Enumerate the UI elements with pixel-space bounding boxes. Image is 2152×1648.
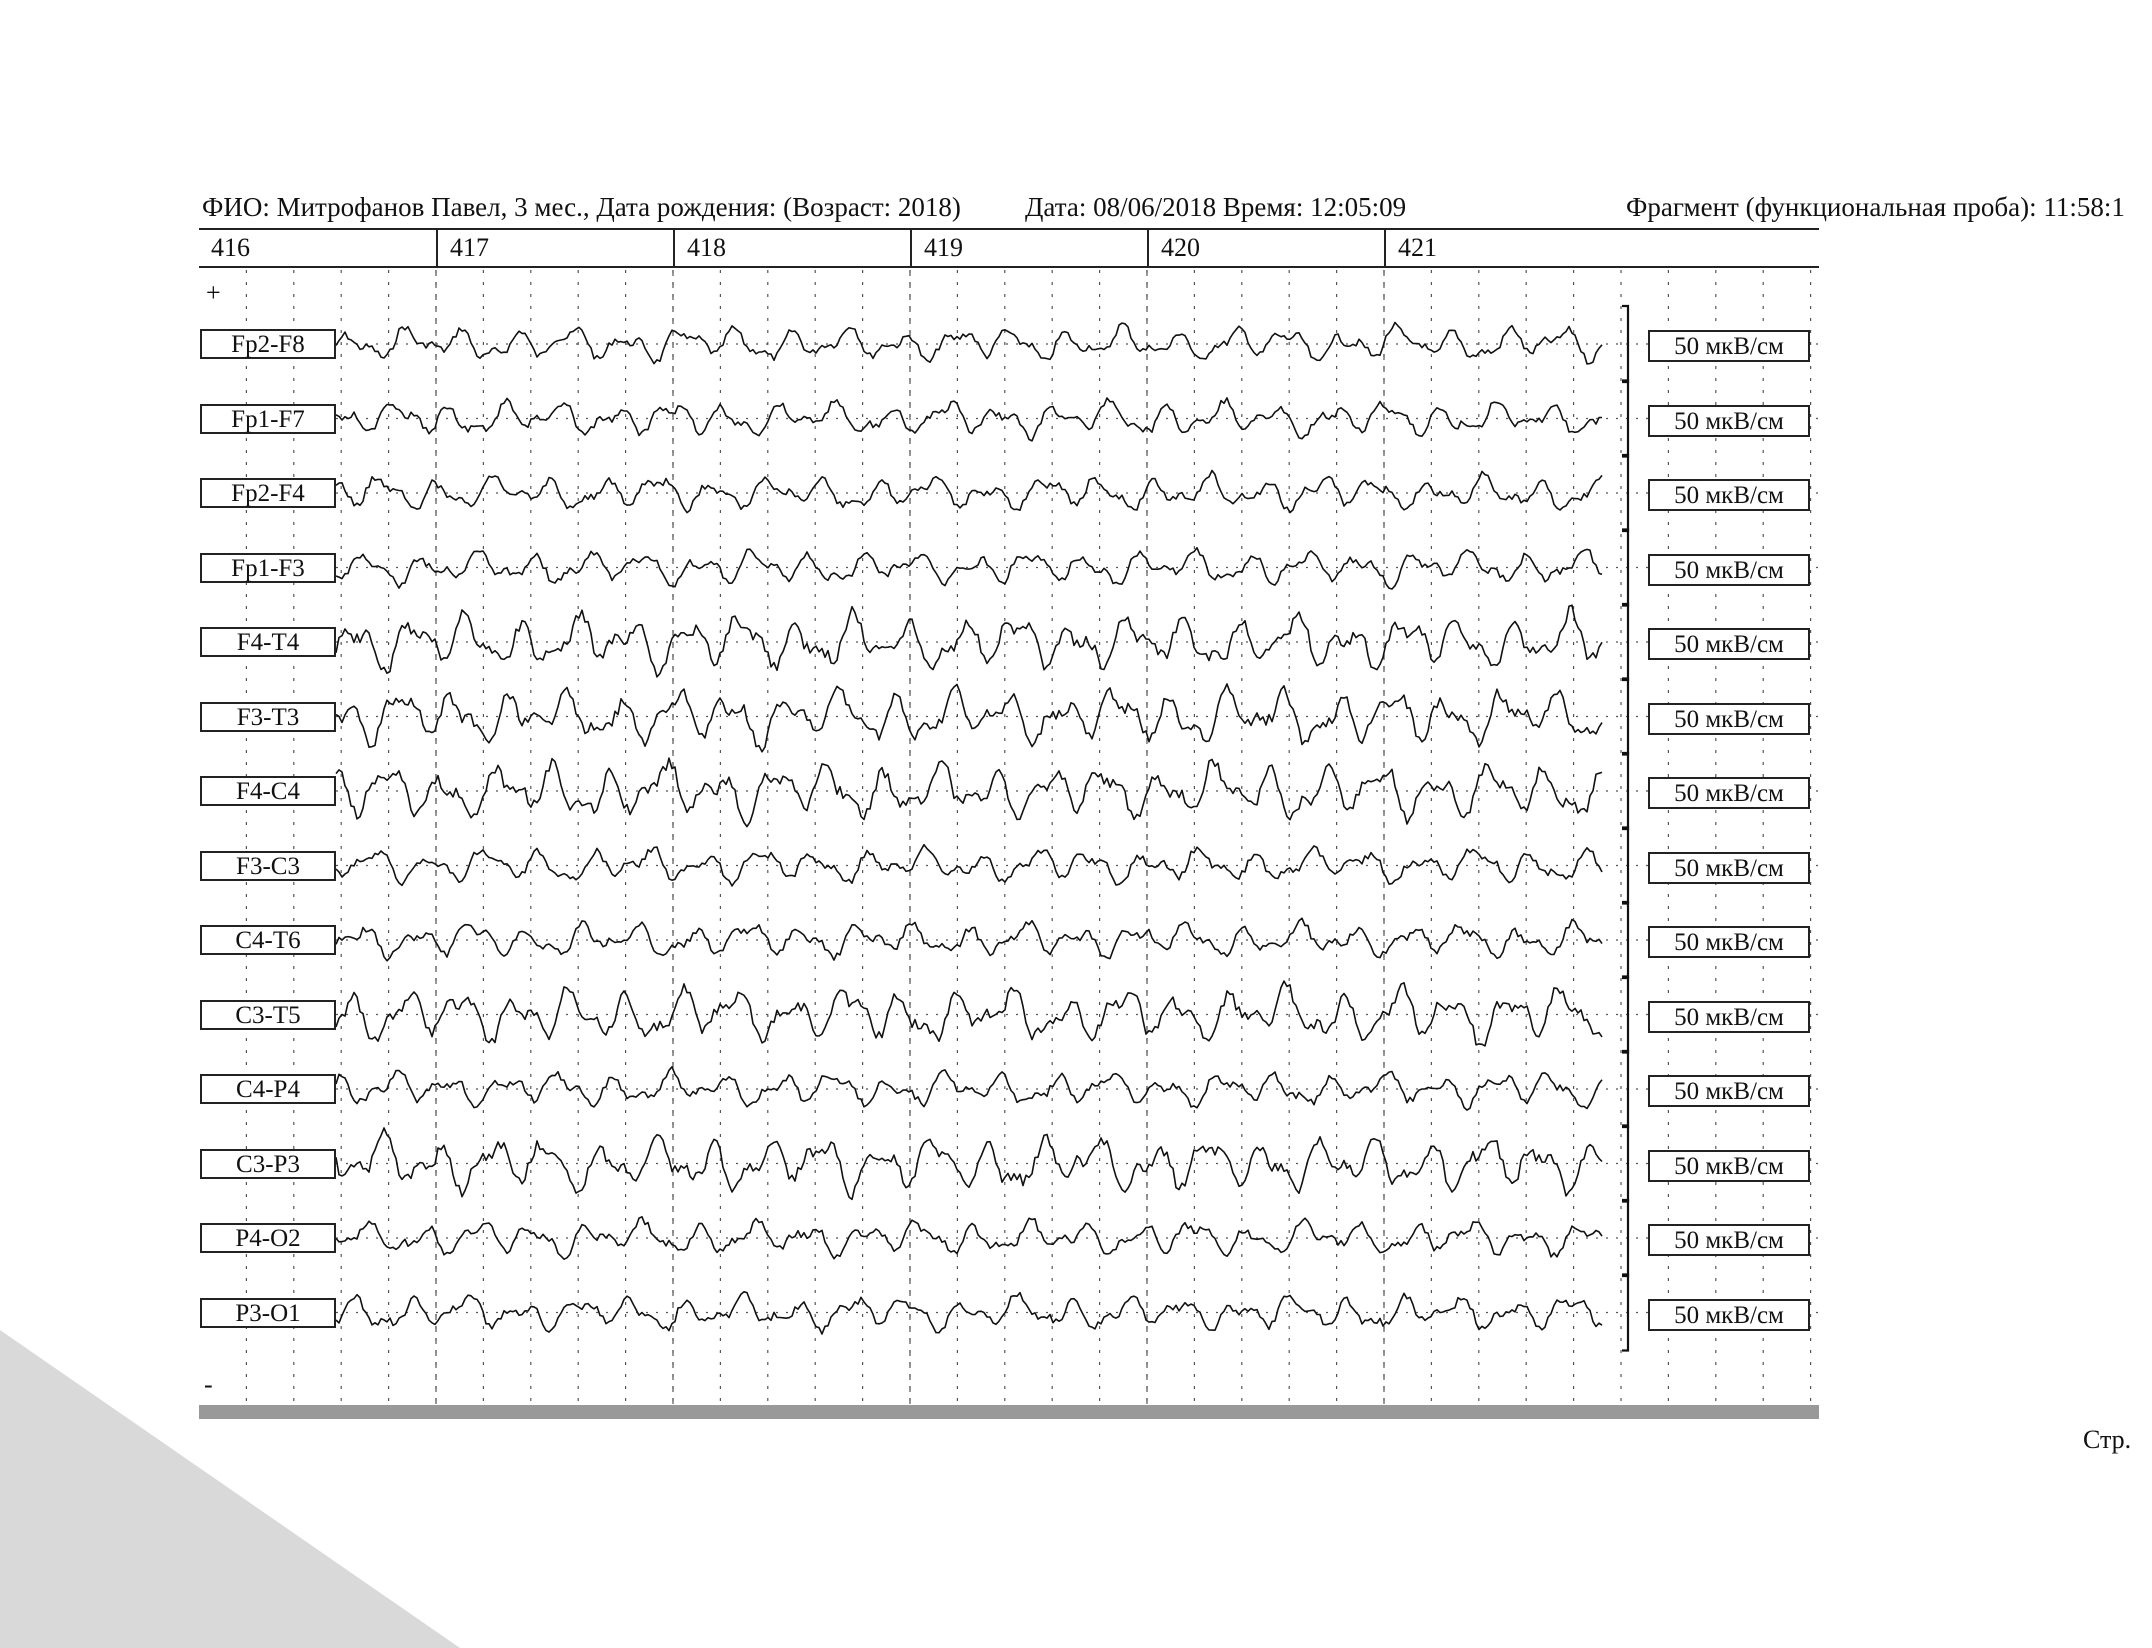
channel-label: F3-C3 [200, 851, 336, 881]
calibration-bracket [1622, 977, 1628, 1053]
eeg-trace [336, 1292, 1602, 1334]
calibration-bracket [1622, 902, 1628, 978]
scale-box: 50 мкВ/см [1648, 554, 1810, 586]
eeg-trace [336, 1217, 1602, 1259]
channel-label: C3-T5 [200, 1000, 336, 1030]
scale-box: 50 мкВ/см [1648, 1224, 1810, 1256]
calibration-bracket [1622, 306, 1628, 382]
eeg-trace [336, 1128, 1602, 1199]
calibration-bracket [1622, 455, 1628, 531]
channel-label: Fp2-F8 [200, 329, 336, 359]
scale-box: 50 мкВ/см [1648, 330, 1810, 362]
eeg-trace [336, 323, 1602, 364]
calibration-bracket [1622, 679, 1628, 755]
eeg-trace [336, 758, 1602, 826]
scale-box: 50 мкВ/см [1648, 926, 1810, 958]
calibration-bracket [1622, 1051, 1628, 1127]
second-cell: 420 [1147, 230, 1384, 266]
channel-label: C3-P3 [200, 1149, 336, 1179]
calibration-bracket [1622, 1126, 1628, 1202]
plus-marker: + [206, 278, 221, 307]
scale-box: 50 мкВ/см [1648, 479, 1810, 511]
second-cell: 416 [211, 233, 250, 262]
eeg-trace [336, 684, 1602, 752]
channel-label: P4-O2 [200, 1223, 336, 1253]
channel-label: F4-T4 [200, 627, 336, 657]
calibration-bracket [1622, 381, 1628, 457]
eeg-trace [336, 548, 1602, 589]
minus-marker: - [204, 1370, 213, 1399]
page-label: Стр. [2083, 1425, 2132, 1454]
calibration-bracket [1622, 530, 1628, 606]
channel-label: C4-T6 [200, 925, 336, 955]
fragment-info: Фрагмент (функциональная проба): 11:58:1 [1626, 192, 2125, 222]
scale-box: 50 мкВ/см [1648, 628, 1810, 660]
scale-box: 50 мкВ/см [1648, 1150, 1810, 1182]
channel-label: F3-T3 [200, 702, 336, 732]
scale-box: 50 мкВ/см [1648, 405, 1810, 437]
channel-label: C4-P4 [200, 1074, 336, 1104]
second-cell: 418 [673, 230, 910, 266]
calibration-bracket [1622, 828, 1628, 904]
scale-box: 50 мкВ/см [1648, 777, 1810, 809]
channel-label: F4-C4 [200, 776, 336, 806]
recording-date-time: Дата: 08/06/2018 Время: 12:05:09 [1025, 192, 1407, 222]
channel-label: Fp1-F3 [200, 553, 336, 583]
eeg-trace [336, 981, 1602, 1046]
bottom-bar [199, 1405, 1819, 1419]
channel-label: Fp1-F7 [200, 404, 336, 434]
eeg-trace [336, 471, 1602, 513]
scale-box: 50 мкВ/см [1648, 1299, 1810, 1331]
calibration-bracket [1622, 604, 1628, 680]
scale-box: 50 мкВ/см [1648, 852, 1810, 884]
eeg-trace [336, 1067, 1602, 1110]
channel-label: P3-O1 [200, 1298, 336, 1328]
scale-box: 50 мкВ/см [1648, 1001, 1810, 1033]
calibration-bracket [1622, 1200, 1628, 1276]
calibration-bracket [1622, 753, 1628, 829]
eeg-trace [336, 605, 1602, 677]
second-cell: 421 [1384, 230, 1819, 266]
eeg-trace [336, 845, 1602, 886]
eeg-trace [336, 918, 1602, 961]
patient-info: ФИО: Митрофанов Павел, 3 мес., Дата рождения: (Возраст: 2018) [202, 192, 961, 222]
eeg-trace [336, 398, 1602, 441]
scale-box: 50 мкВ/см [1648, 1075, 1810, 1107]
second-cell: 419 [910, 230, 1147, 266]
calibration-bracket [1622, 1275, 1628, 1351]
channel-label: Fp2-F4 [200, 478, 336, 508]
second-cell: 417 [436, 230, 673, 266]
scale-box: 50 мкВ/см [1648, 703, 1810, 735]
